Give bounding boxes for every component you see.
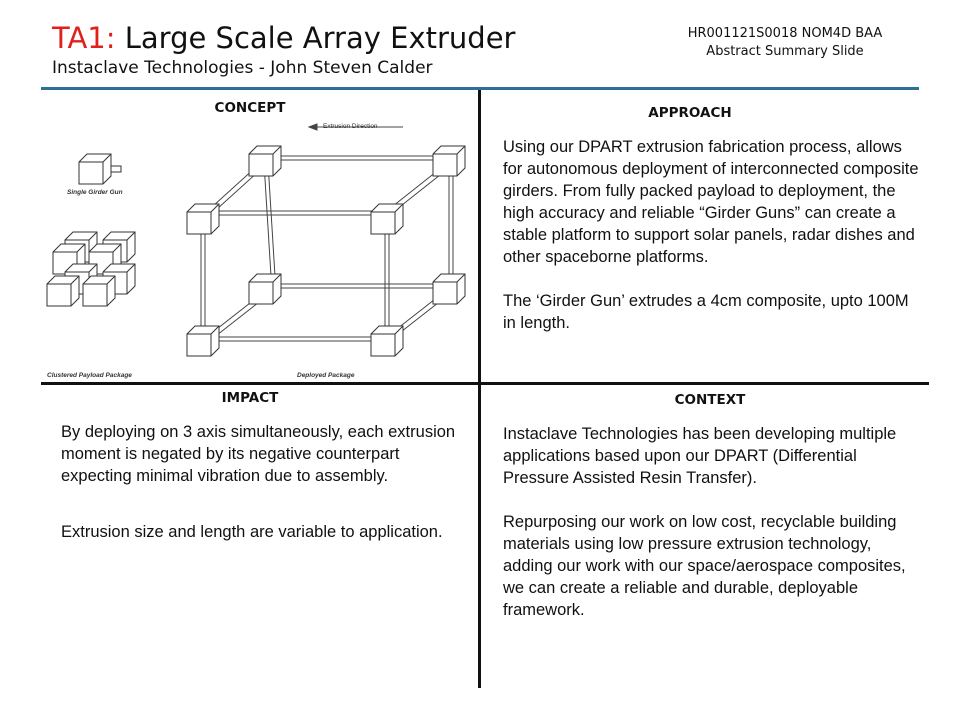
extrusion-direction-label: Extrusion Direction [323,123,378,130]
impact-paragraph-2: Extrusion size and length are variable to application. [61,523,443,541]
vertical-divider [478,90,481,688]
context-heading: CONTEXT [674,392,746,408]
impact-heading: IMPACT [221,390,279,406]
reference-block [650,25,920,61]
single-girder-gun [79,154,121,184]
context-body [503,423,923,643]
context-paragraph-1: Instaclave Technologies has been developing multiple applications based upon our DPART (Differential Pressure Assisted Resin Transfer). [503,425,897,487]
approach-paragraph-1: Using our DPART extrusion fabrication process, allows for autonomous deployment of interconnected composite girders. From fully packed payload to deployment, the high accuracy and reliable “Girder Guns” can create a stable platform to support solar panels, radar dishes and other spaceborne platforms. [503,138,919,266]
approach-paragraph-2: The ‘Girder Gun’ extrudes a 4cm composite, upto 100M in length. [503,292,909,332]
impact-body [61,421,459,565]
single-girder-gun-label: Single Girder Gun [67,189,123,196]
girder-lines [201,156,453,341]
impact-paragraph-1: By deploying on 3 axis simultaneously, each extrusion moment is negated by its negative counterpart expecting minimal vibration due to assembly. [61,423,456,485]
approach-body [503,136,923,356]
page-subtitle: Instaclave Technologies - John Steven Calder [52,58,433,78]
context-paragraph-2: Repurposing our work on low cost, recyclable building materials using low pressure extrusion technology, adding our work with our space/aerospace composites, we can create a reliable and durable, deployable framework. [503,513,906,619]
node-cubes [187,146,465,356]
concept-heading: CONCEPT [214,100,286,116]
clustered-package [47,232,135,306]
title-tag: TA1: [52,21,116,55]
reference-type: Abstract Summary Slide [706,44,864,59]
approach-heading: APPROACH [648,105,732,121]
reference-number: HR001121S0018 NOM4D BAA [687,26,883,41]
concept-figure [41,116,474,382]
page-title [52,20,515,56]
title-text: Large Scale Array Extruder [115,21,516,55]
extruder-diagram [41,116,474,382]
horizontal-divider [41,382,929,385]
deployed-package-label: Deployed Package [297,372,355,379]
clustered-payload-label: Clustered Payload Package [47,372,132,379]
